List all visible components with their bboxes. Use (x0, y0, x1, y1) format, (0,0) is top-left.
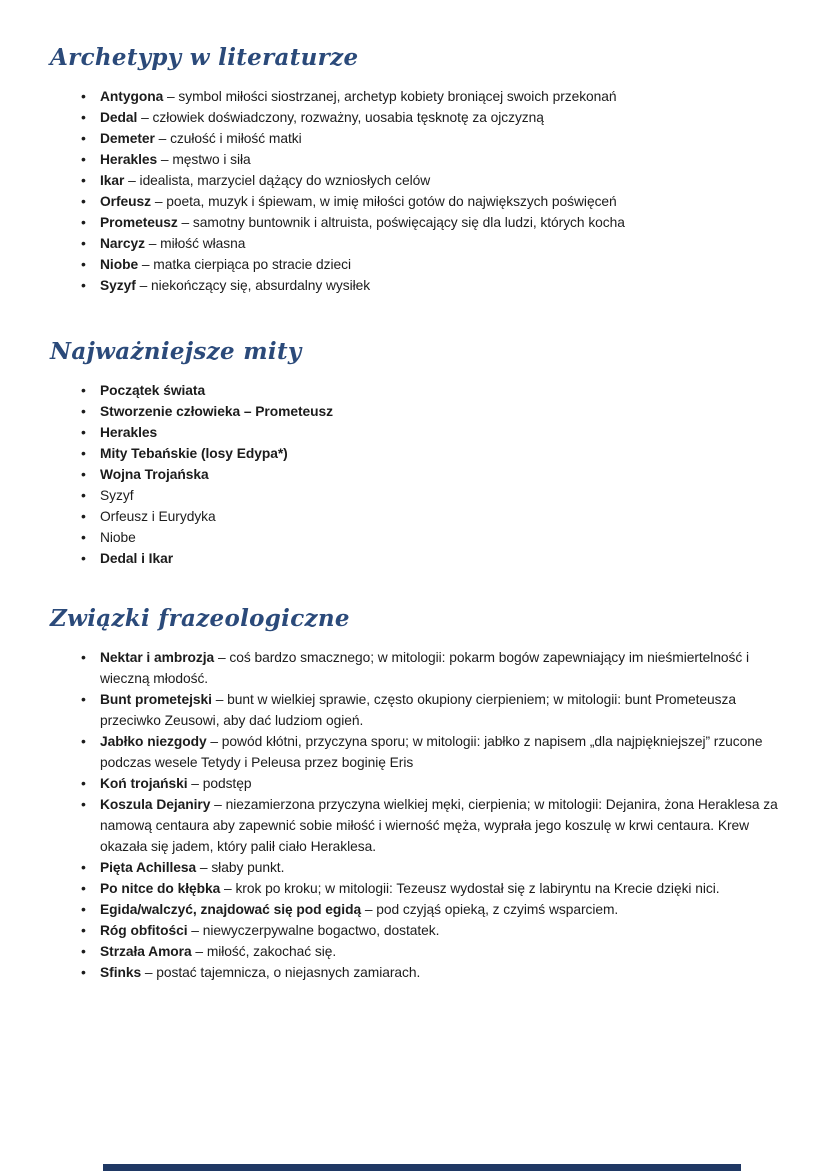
section-mity (0, 338, 828, 569)
list-item (100, 962, 778, 983)
list-item (100, 275, 778, 296)
section-archetypy (0, 0, 828, 296)
list-item (100, 527, 778, 548)
definition: – miłość, zakochać się. (191, 944, 337, 959)
definition: – bunt w wielkiej sprawie, często okupiony cierpieniem; w mitologii: bunt Prometeusza przeciwko Zeusowi, aby dać ludziom ogień. (100, 692, 736, 728)
term: Herakles (100, 152, 158, 167)
term: Prometeusz (100, 215, 178, 230)
term: Koszula Dejaniry (100, 797, 211, 812)
list-item (100, 233, 778, 254)
list-item (100, 899, 778, 920)
list-item (100, 485, 778, 506)
next-page-edge-bar (103, 1164, 741, 1171)
term: Orfeusz (100, 194, 152, 209)
myth-title: Herakles (100, 425, 158, 440)
definition: – niewyczerpywalne bogactwo, dostatek. (187, 923, 440, 938)
definition: – powód kłótni, przyczyna sporu; w mitologii: jabłko z napisem „dla najpiękniejszej” rzucone podczas wesele Tetydy i Peleusa przez boginię Eris (100, 734, 763, 770)
term: Egida/walczyć, znajdować się pod egidą (100, 902, 362, 917)
list-item (100, 689, 778, 731)
list-item (100, 443, 778, 464)
definition: – niezamierzona przyczyna wielkiej męki, cierpienia; w mitologii: Dejanira, żona Heraklesa za namową centaura aby zapewnić sobie miłość i wierność męża, wyprała jego koszulę w krwi centaura. Krew okazała się jadem, który palił ciało Heraklesa. (100, 797, 778, 854)
list-item (100, 878, 778, 899)
list-item (100, 170, 778, 191)
term: Jabłko niezgody (100, 734, 207, 749)
definition: – samotny buntownik i altruista, poświęcający się dla ludzi, których kocha (177, 215, 625, 230)
definition: – niekończący się, absurdalny wysiłek (135, 278, 371, 293)
list-item (100, 941, 778, 962)
list-item (100, 422, 778, 443)
term: Sfinks (100, 965, 142, 980)
term: Pięta Achillesa (100, 860, 197, 875)
list-item (100, 857, 778, 878)
list-item (100, 920, 778, 941)
section-heading-frazeologizmy: Związki frazeologiczne (50, 605, 350, 632)
list-item (100, 548, 778, 569)
myth-title: Orfeusz i Eurydyka (100, 509, 216, 524)
section-heading-archetypy: Archetypy w literaturze (50, 44, 359, 71)
list-item (100, 506, 778, 527)
term: Strzała Amora (100, 944, 192, 959)
definition: – matka cierpiąca po stracie dzieci (138, 257, 351, 272)
list-item (100, 464, 778, 485)
myth-title: Mity Tebańskie (losy Edypa*) (100, 446, 288, 461)
list-item (100, 212, 778, 233)
myth-title: Stworzenie człowieka – Prometeusz (100, 404, 333, 419)
list-item (100, 86, 778, 107)
mity-list (100, 380, 778, 569)
definition: – miłość własna (144, 236, 246, 251)
term: Po nitce do kłębka (100, 881, 221, 896)
list-item (100, 380, 778, 401)
definition: – idealista, marzyciel dążący do wzniosłych celów (124, 173, 431, 188)
definition: – czułość i miłość matki (154, 131, 302, 146)
term: Antygona (100, 89, 164, 104)
list-item (100, 128, 778, 149)
myth-title: Niobe (100, 530, 136, 545)
definition: – podstęp (187, 776, 252, 791)
myth-title: Wojna Trojańska (100, 467, 209, 482)
myth-title: Dedal i Ikar (100, 551, 174, 566)
term: Nektar i ambrozja (100, 650, 215, 665)
list-item (100, 773, 778, 794)
term: Bunt prometejski (100, 692, 212, 707)
definition: – krok po kroku; w mitologii: Tezeusz wydostał się z labiryntu na Krecie dzięki nici. (220, 881, 720, 896)
list-item (100, 191, 778, 212)
term: Narcyz (100, 236, 145, 251)
myth-title: Syzyf (100, 488, 134, 503)
archetypy-list (100, 86, 778, 296)
term: Syzyf (100, 278, 136, 293)
list-item (100, 254, 778, 275)
term: Niobe (100, 257, 139, 272)
term: Koń trojański (100, 776, 188, 791)
definition: – coś bardzo smacznego; w mitologii: pokarm bogów zapewniający im nieśmiertelność i wieczną młodość. (100, 650, 750, 686)
definition: – człowiek doświadczony, rozważny, uosabia tęsknotę za ojczyzną (137, 110, 544, 125)
definition: – słaby punkt. (196, 860, 285, 875)
term: Ikar (100, 173, 125, 188)
frazeologizmy-list (100, 647, 778, 983)
section-frazeologizmy (0, 605, 828, 983)
term: Róg obfitości (100, 923, 188, 938)
definition: – pod czyjąś opieką, z czyimś wsparciem. (361, 902, 619, 917)
list-item (100, 794, 778, 857)
list-item (100, 401, 778, 422)
definition: – męstwo i siła (157, 152, 251, 167)
section-heading-mity: Najważniejsze mity (50, 338, 302, 365)
definition: – poeta, muzyk i śpiewam, w imię miłości gotów do największych poświęceń (151, 194, 617, 209)
list-item (100, 149, 778, 170)
list-item (100, 647, 778, 689)
list-item (100, 731, 778, 773)
definition: – symbol miłości siostrzanej, archetyp kobiety broniącej swoich przekonań (163, 89, 617, 104)
list-item (100, 107, 778, 128)
myth-title: Początek świata (100, 383, 206, 398)
definition: – postać tajemnicza, o niejasnych zamiarach. (141, 965, 421, 980)
term: Dedal (100, 110, 138, 125)
term: Demeter (100, 131, 155, 146)
